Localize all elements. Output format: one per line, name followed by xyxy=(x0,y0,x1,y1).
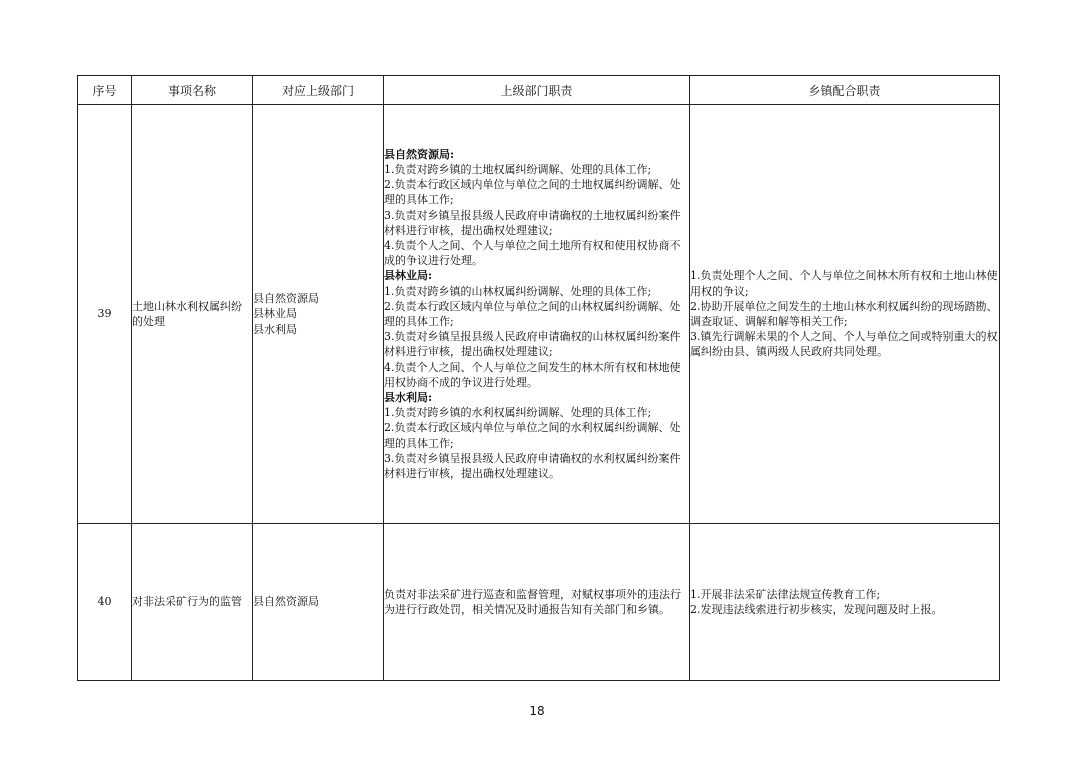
duty-item: 1.负责对跨乡镇的土地权属纠纷调解、处理的具体工作; xyxy=(384,162,652,176)
dept-item: 县自然资源局 xyxy=(253,595,319,609)
dept-duties xyxy=(384,105,690,524)
town-duty-item: 1.开展非法采矿法律法规宣传教育工作; xyxy=(690,587,881,601)
item-name: 土地山林水利权属纠纷的处理 xyxy=(132,105,253,524)
town-duty-item: 3.镇先行调解未果的个人之间、个人与单位之间或特别重大的权属纠纷由县、镇两级人民政府共同处理。 xyxy=(690,330,998,359)
duty-item: 3.负责对乡镇呈报县级人民政府申请确权的山林权属纠纷案件材料进行审核，提出确权处理建议; xyxy=(384,330,681,359)
town-duty-item: 2.发现违法线索进行初步核实，发现问题及时上报。 xyxy=(690,603,943,616)
town-duty-item: 1.负责处理个人之间、个人与单位之间林木所有权和土地山林使用权的争议; xyxy=(690,269,998,298)
header-row xyxy=(78,76,1000,105)
item-name: 对非法采矿行为的监管 xyxy=(132,524,253,681)
duty-item: 1.负责对跨乡镇的水利权属纠纷调解、处理的具体工作; xyxy=(384,406,652,420)
duty-item: 2.负责本行政区域内单位与单位之间的山林权属纠纷调解、处理的具体工作; xyxy=(384,299,681,328)
duty-item: 3.负责对乡镇呈报县级人民政府申请确权的土地权属纠纷案件材料进行审核，提出确权处理建议; xyxy=(384,208,681,237)
table-row xyxy=(78,105,1000,524)
header-dept: 对应上级部门 xyxy=(253,76,384,105)
header-dept-duties: 上级部门职责 xyxy=(384,76,690,105)
town-duty-item: 2.协助开展单位之间发生的土地山林水利权属纠纷的现场踏勘、调查取证、调解和解等相关工作; xyxy=(690,299,998,328)
row-number: 39 xyxy=(78,105,132,524)
duty-item: 2.负责本行政区域内单位与单位之间的土地权属纠纷调解、处理的具体工作; xyxy=(384,178,681,207)
duty-item: 3.负责对乡镇呈报县级人民政府申请确权的水利权属纠纷案件材料进行审核，提出确权处理建议。 xyxy=(384,451,681,481)
row-number: 40 xyxy=(78,524,132,681)
dept-duties: 负责对非法采矿进行巡查和监督管理，对赋权事项外的违法行为进行行政处罚，相关情况及时通报告知有关部门和乡镇。 xyxy=(384,524,690,681)
town-duties xyxy=(690,524,1000,681)
dept-duty-heading: 县林业局: xyxy=(384,269,433,283)
page-number: 18 xyxy=(529,704,545,718)
dept-item: 县自然资源局 xyxy=(253,292,319,306)
table-row xyxy=(78,524,1000,681)
dept-item: 县水利局 xyxy=(253,322,297,336)
duty-item: 2.负责本行政区域内单位与单位之间的水利权属纠纷调解、处理的具体工作; xyxy=(384,421,681,450)
dept-duty-heading: 县水利局: xyxy=(384,391,433,405)
duties-table xyxy=(77,75,1000,681)
town-duties xyxy=(690,105,1000,524)
header-town-duties: 乡镇配合职责 xyxy=(690,76,1000,105)
dept-list xyxy=(253,105,384,524)
duty-item: 4.负责个人之间、个人与单位之间发生的林木所有权和林地使用权协商不成的争议进行处理。 xyxy=(384,360,681,389)
duty-item: 4.负责个人之间、个人与单位之间土地所有权和使用权协商不成的争议进行处理。 xyxy=(384,238,681,268)
dept-duty-heading: 县自然资源局: xyxy=(384,147,455,161)
header-no: 序号 xyxy=(78,76,132,105)
dept-item: 县林业局 xyxy=(253,307,297,321)
dept-list xyxy=(253,524,384,681)
duty-item: 1.负责对跨乡镇的山林权属纠纷调解、处理的具体工作; xyxy=(384,284,652,298)
header-item-name: 事项名称 xyxy=(132,76,253,105)
